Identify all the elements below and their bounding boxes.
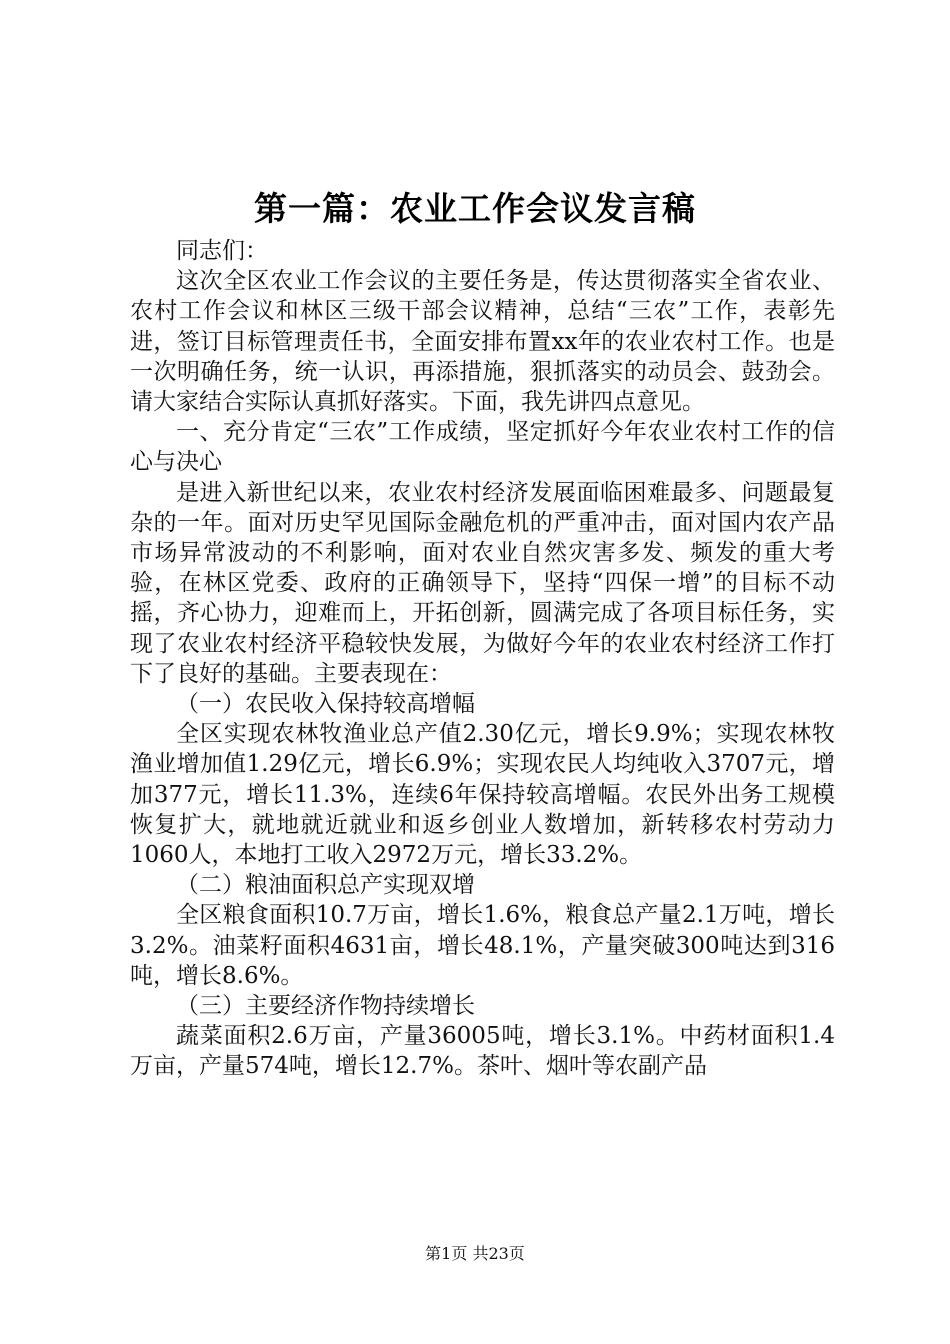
page-footer: 第1页 共23页 — [425, 1244, 525, 1263]
section-heading-1: 一、充分肯定“三农”工作成绩，坚定抓好今年农业农村工作的信心与决心 — [130, 419, 835, 476]
paragraph-crops: 蔬菜面积2.6万亩，产量36005吨，增长3.1%。中药材面积1.4万亩，产量574吨，增长12.7%。茶叶、烟叶等农副产品 — [130, 1023, 835, 1080]
paragraph-intro: 这次全区农业工作会议的主要任务是，传达贯彻落实全省农业、农村工作会议和林区三级干部会议精神，总结“三农”工作，表彰先进，签订目标管理责任书，全面安排布置xx年的农业农村工作。也是一次明确任务，统一认识，再添措施，狠抓落实的动员会、鼓劲会。请大家结合实际认真抓好落实。下面，我先讲四点意见。 — [130, 268, 835, 416]
document-body — [130, 236, 835, 1082]
document-title: 第一篇：农业工作会议发言稿 — [254, 189, 696, 228]
paragraph-income: 全区实现农林牧渔业总产值2.30亿元，增长9.9%；实现农林牧渔业增加值1.29亿元，增长6.9%；实现农民人均纯收入3707元，增加377元，增长11.3%，连续6年保持较高增幅。农民外出务工规模恢复扩大，就地就近就业和返乡创业人数增加，新转移农村劳动力1060人，本地打工收入2972万元，增长33.2%。 — [130, 721, 835, 869]
paragraph-salutation: 同志们： — [176, 238, 268, 264]
subheading-2: （二）粮油面积总产实现双增 — [176, 872, 475, 899]
paragraph-section-1: 是进入新世纪以来，农业农村经济发展面临困难最多、问题最复杂的一年。面对历史罕见国际金融危机的严重冲击，面对国内农产品市场异常波动的不利影响，面对农业自然灾害多发、频发的重大考验，在林区党委、政府的正确领导下，坚持“四保一增”的目标不动摇，齐心协力，迎难而上，开拓创新，圆满完成了各项目标任务，实现了农业农村经济平稳较快发展，为做好今年的农业农村经济工作打下了良好的基础。主要表现在： — [130, 479, 835, 687]
subheading-3: （三）主要经济作物持续增长 — [176, 993, 475, 1020]
paragraph-grain: 全区粮食面积10.7万亩，增长1.6%，粮食总产量2.1万吨，增长3.2%。油菜籽面积4631亩，增长48.1%，产量突破300吨达到316吨，增长8.6%。 — [130, 902, 835, 989]
subheading-1: （一）农民收入保持较高增幅 — [176, 691, 475, 718]
